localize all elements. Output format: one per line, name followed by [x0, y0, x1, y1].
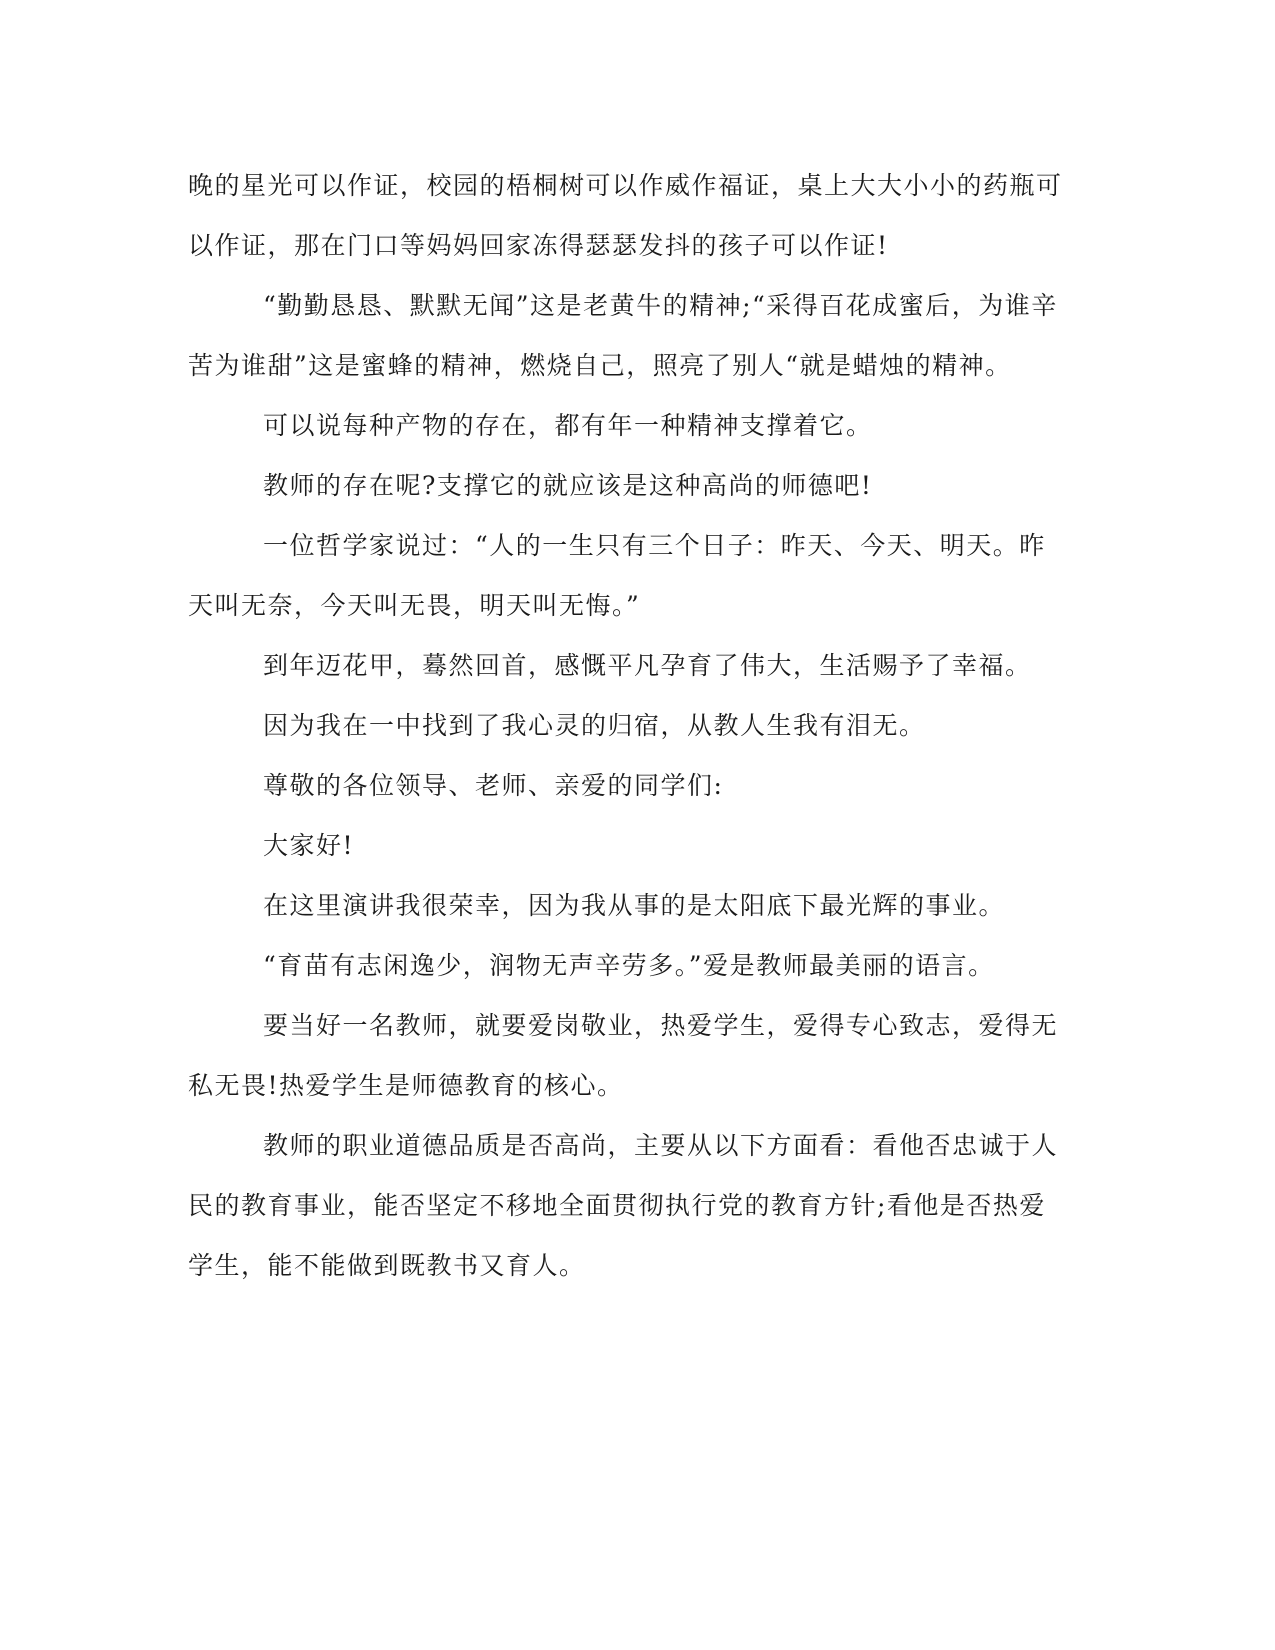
- paragraph-6: 到年迈花甲，蓦然回首，感慨平凡孕育了伟大，生活赐予了幸福。: [263, 651, 1032, 680]
- paragraph-10: 在这里演讲我很荣幸，因为我从事的是太阳底下最光辉的事业。: [263, 891, 1006, 920]
- paragraph-5: 一位哲学家说过：“人的一生只有三个日子：昨天、今天、明天。昨天叫无奈，今天叫无畏，明天叫无悔。”: [188, 531, 1046, 620]
- document-body: [188, 156, 1068, 1296]
- paragraph-11: “育苗有志闲逸少，润物无声辛劳多。”爱是教师最美丽的语言。: [263, 951, 995, 980]
- paragraph-4: 教师的存在呢?支撑它的就应该是这种高尚的师德吧!: [263, 471, 873, 500]
- paragraph-13: 教师的职业道德品质是否高尚，主要从以下方面看：看他否忠诚于人民的教育事业，能否坚定不移地全面贯彻执行党的教育方针;看他是否热爱学生，能不能做到既教书又育人。: [188, 1131, 1059, 1280]
- paragraph-2: “勤勤恳恳、默默无闻”这是老黄牛的精神;“采得百花成蜜后，为谁辛苦为谁甜”这是蜜蜂的精神，燃烧自己，照亮了别人“就是蜡烛的精神。: [188, 291, 1058, 380]
- paragraph-3: 可以说每种产物的存在，都有年一种精神支撑着它。: [263, 411, 873, 440]
- paragraph-8: 尊敬的各位领导、老师、亲爱的同学们:: [263, 771, 724, 800]
- paragraph-12: 要当好一名教师，就要爱岗敬业，热爱学生，爱得专心致志，爱得无私无畏!热爱学生是师德教育的核心。: [188, 1011, 1059, 1100]
- paragraph-1: 晚的星光可以作证，校园的梧桐树可以作威作福证，桌上大大小小的药瓶可以作证，那在门口等妈妈回家冻得瑟瑟发抖的孩子可以作证!: [188, 171, 1063, 260]
- paragraph-9: 大家好!: [263, 831, 355, 860]
- paragraph-7: 因为我在一中找到了我心灵的归宿，从教人生我有泪无。: [263, 711, 926, 740]
